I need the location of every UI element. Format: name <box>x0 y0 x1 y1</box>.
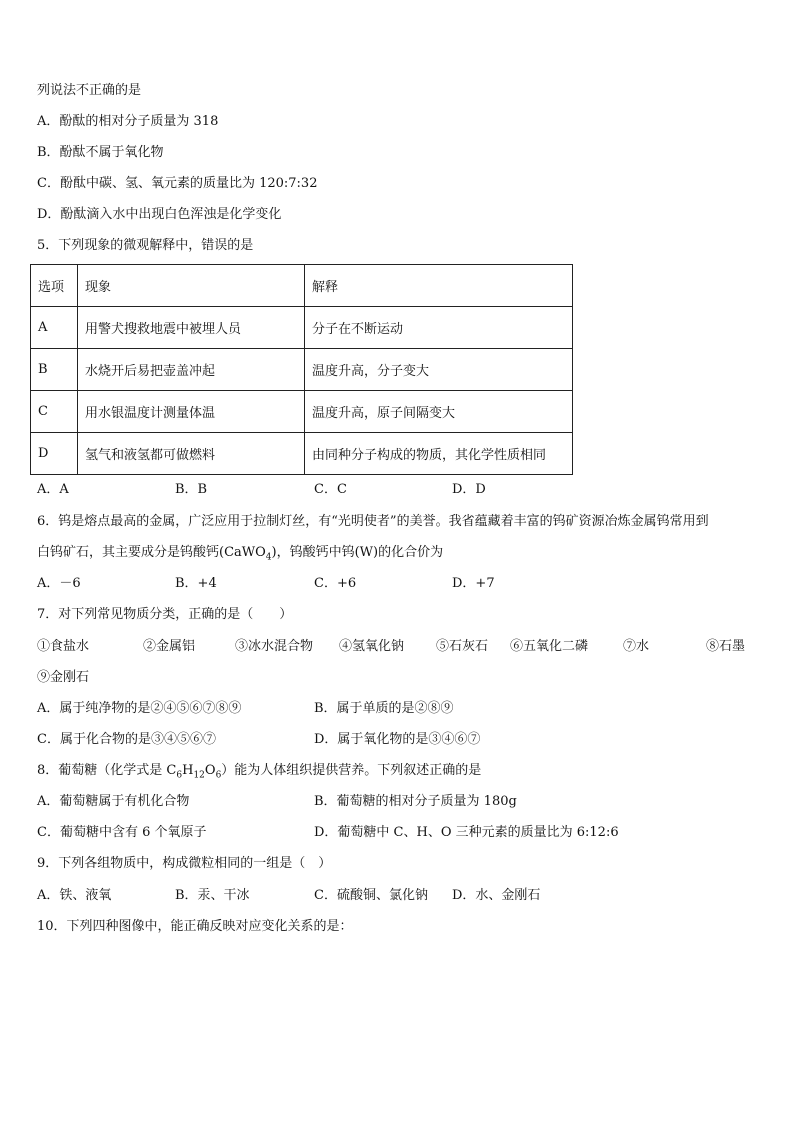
q10-stem: 10．下列四种图像中，能正确反映对应变化关系的是： <box>37 919 353 934</box>
q9-option-b: B．汞、干冰 <box>175 888 250 903</box>
header-explanation: 解释 <box>305 265 573 307</box>
row-label: B <box>31 349 78 391</box>
row-explanation: 温度升高，原子间隔变大 <box>305 391 573 433</box>
row-phenomenon: 用水银温度计测量体温 <box>78 391 305 433</box>
row-phenomenon: 氢气和液氢都可做燃料 <box>78 433 305 475</box>
q5-option-c: C．C <box>314 482 347 497</box>
q7-option-d: D．属于氧化物的是③④⑥⑦ <box>314 732 481 747</box>
row-phenomenon: 用警犬搜救地震中被埋人员 <box>78 307 305 349</box>
q8-option-a: A．葡萄糖属于有机化合物 <box>37 794 190 809</box>
q7-item-2: ②金属铝 <box>143 639 196 654</box>
q7-item-8: ⑧石墨 <box>706 639 746 654</box>
q7-item-5: ⑤石灰石 <box>436 639 489 654</box>
q5-stem: 5．下列现象的微观解释中，错误的是 <box>37 238 254 253</box>
q7-stem: 7．对下列常见物质分类，正确的是（ ） <box>37 607 293 622</box>
q5-option-b: B．B <box>175 482 208 497</box>
header-phenomenon: 现象 <box>78 265 305 307</box>
q7-option-a: A．属于纯净物的是②④⑤⑥⑦⑧⑨ <box>37 701 242 716</box>
row-explanation: 温度升高，分子变大 <box>305 349 573 391</box>
q4-option-a: A．酚酞的相对分子质量为 318 <box>37 114 219 129</box>
q8-option-c: C．葡萄糖中含有 6 个氧原子 <box>37 825 207 840</box>
q4-stem-tail: 列说法不正确的是 <box>37 83 142 98</box>
q5-option-d: D．D <box>452 482 486 497</box>
q8-option-b: B．葡萄糖的相对分子质量为 180g <box>314 794 517 809</box>
q6-option-b: B．+4 <box>175 576 217 591</box>
q4-option-b: B．酚酞不属于氧化物 <box>37 145 164 160</box>
q6-option-c: C．+6 <box>314 576 357 591</box>
q7-item-7: ⑦水 <box>623 639 650 654</box>
q4-option-d: D．酚酞滴入水中出现白色浑浊是化学变化 <box>37 207 282 222</box>
row-label: C <box>31 391 78 433</box>
q6-option-a: A．－6 <box>37 576 81 591</box>
row-phenomenon: 水烧开后易把壶盖冲起 <box>78 349 305 391</box>
header-option: 选项 <box>31 265 78 307</box>
q4-option-c: C．酚酞中碳、氢、氧元素的质量比为 120:7:32 <box>37 176 318 191</box>
row-label: D <box>31 433 78 475</box>
q9-option-a: A．铁、液氧 <box>37 888 112 903</box>
q7-item-1: ①食盐水 <box>37 639 90 654</box>
q6-stem-line2: 白钨矿石，其主要成分是钨酸钙(CaWO$_4$)，钨酸钙中钨(W)的化合价为 <box>37 545 444 563</box>
q8-option-d: D．葡萄糖中 C、H、O 三种元素的质量比为 6:12:6 <box>314 825 619 840</box>
row-explanation: 由同种分子构成的物质，其化学性质相同 <box>305 433 573 475</box>
q5-option-a: A．A <box>37 482 69 497</box>
q8-stem: 8．葡萄糖（化学式是 $C_6H_{12}O_6$）能为人体组织提供营养。下列叙述正确的是 <box>37 763 482 781</box>
table-row <box>31 307 573 349</box>
q7-item-6: ⑥五氧化二磷 <box>510 639 589 654</box>
q9-stem: 9．下列各组物质中，构成微粒相同的一组是（ ） <box>37 856 332 871</box>
table-row <box>31 391 573 433</box>
q6-option-d: D．+7 <box>452 576 495 591</box>
q9-option-d: D．水、金刚石 <box>452 888 541 903</box>
table-row <box>31 433 573 475</box>
q9-option-c: C．硫酸铜、氯化钠 <box>314 888 428 903</box>
table-header-row <box>31 265 573 307</box>
row-explanation: 分子在不断运动 <box>305 307 573 349</box>
q7-item-9: ⑨金刚石 <box>37 670 90 685</box>
q7-option-c: C．属于化合物的是③④⑤⑥⑦ <box>37 732 216 747</box>
q6-stem-line1: 6．钨是熔点最高的金属，广泛应用于拉制灯丝，有“光明使者”的美誉。我省蕴藏着丰富的钨矿资源冶炼金属钨常用到 <box>37 514 709 529</box>
row-label: A <box>31 307 78 349</box>
table-row <box>31 349 573 391</box>
q7-item-4: ④氢氧化钠 <box>339 639 405 654</box>
q7-option-b: B．属于单质的是②⑧⑨ <box>314 701 454 716</box>
q7-item-3: ③冰水混合物 <box>235 639 314 654</box>
q5-table <box>30 264 573 475</box>
